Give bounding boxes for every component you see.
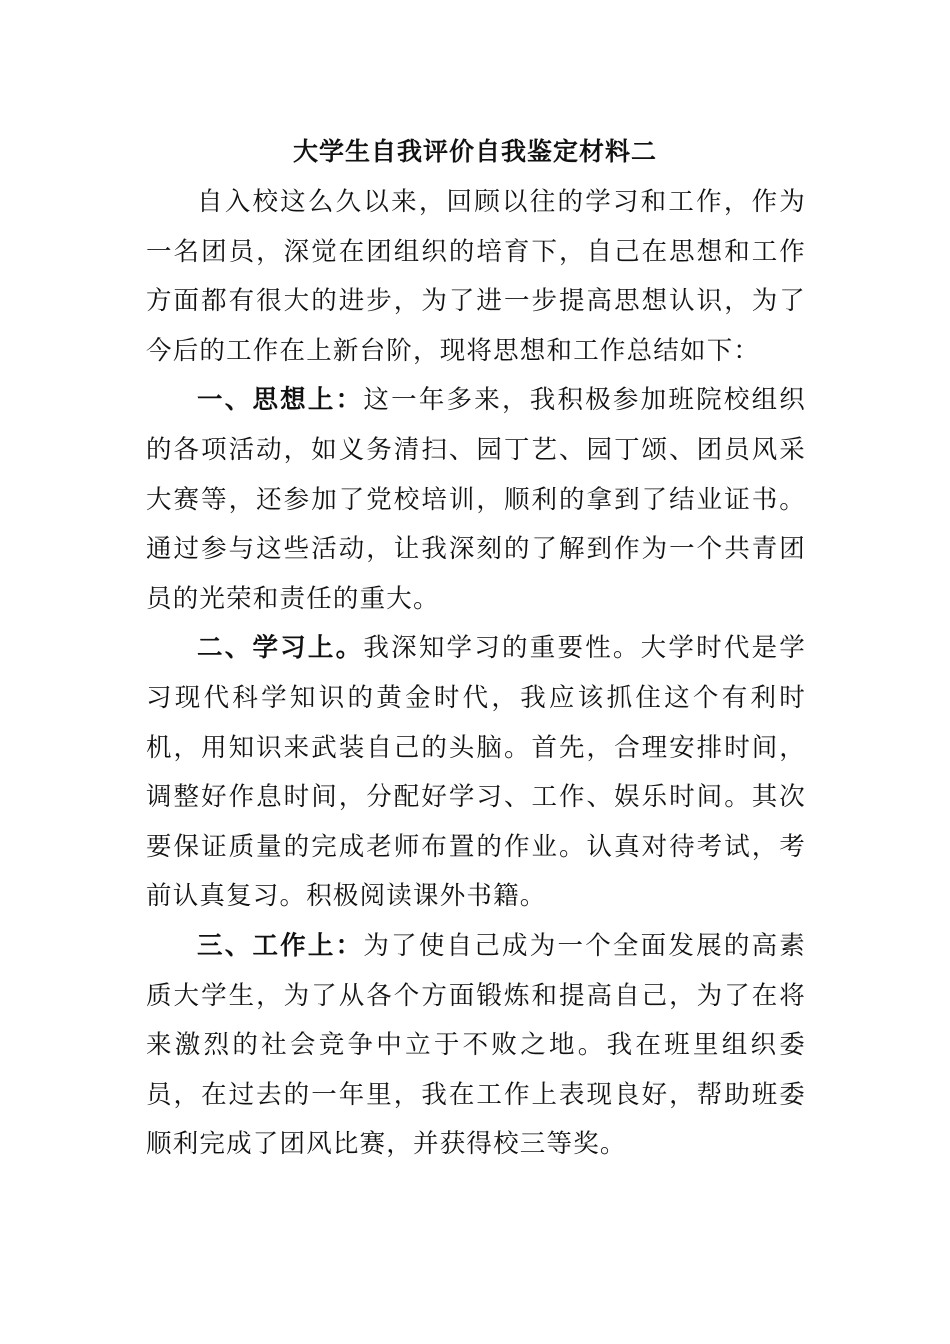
section-study: [146, 624, 806, 922]
section-text: 为了使自己成为一个全面发展的高素质大学生，为了从各个方面锻炼和提高自己，为了在将来激烈的社会竞争中立于不败之地。我在班里组织委员，在过去的一年里，我在工作上表现良好，帮助班委顺利完成了团风比赛，并获得校三等奖。: [146, 930, 807, 1160]
document-body: [146, 178, 806, 1170]
section-heading: 一、思想上：: [197, 385, 364, 416]
section-text: 这一年多来，我积极参加班院校组织的各项活动，如义务清扫、园丁艺、园丁颂、团员风采大赛等，还参加了党校培训，顺利的拿到了结业证书。通过参与这些活动，让我深刻的了解到作为一个共青团员的光荣和责任的重大。: [146, 385, 807, 614]
section-work: [146, 922, 806, 1170]
section-thought: [146, 376, 806, 624]
section-heading: 三、工作上：: [197, 930, 364, 961]
section-heading: 二、学习上。: [197, 633, 364, 664]
document-title: 大学生自我评价自我鉴定材料二: [292, 137, 657, 166]
intro-paragraph: 自入校这么久以来，回顾以往的学习和工作，作为一名团员，深觉在团组织的培育下，自己在思想和工作方面都有很大的进步，为了进一步提高思想认识，为了今后的工作在上新台阶，现将思想和工作总结如下：: [146, 187, 806, 366]
section-text: 我深知学习的重要性。大学时代是学习现代科学知识的黄金时代，我应该抓住这个有利时机，用知识来武装自己的头脑。首先，合理安排时间，调整好作息时间，分配好学习、工作、娱乐时间。其次要保证质量的完成老师布置的作业。认真对待考试，考前认真复习。积极阅读课外书籍。: [146, 633, 807, 912]
